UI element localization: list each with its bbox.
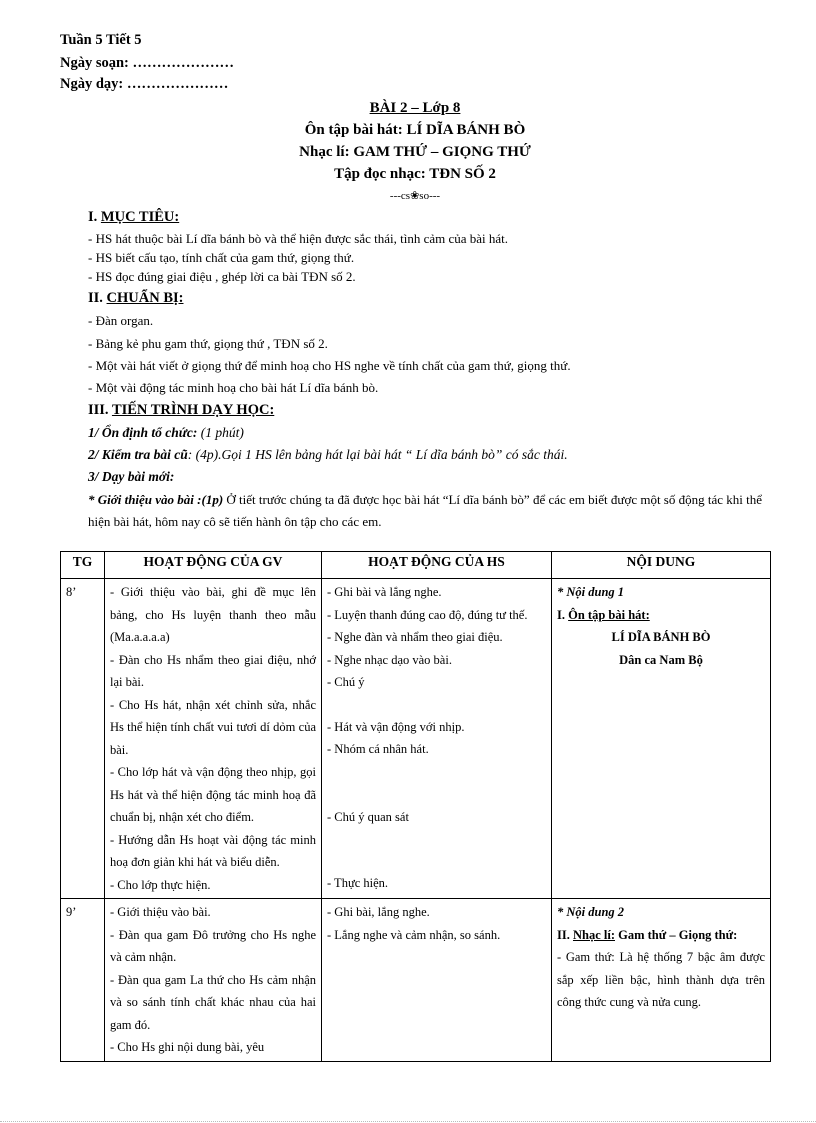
teacher-activity-cell: - Giới thiệu vào bài. - Đàn qua gam Đô trưởng cho Hs nghe và cảm nhận. - Đàn qua gam La thứ cho Hs cảm nhận và so sánh tính chất khác nhau của hai gam đó. - Cho Hs ghi nội dung bài, yêu — [105, 899, 322, 1062]
teacher-activity-cell: - Giới thiệu vào bài, ghi đề mục lên bảng, cho Hs luyện thanh theo mẫu (Ma.a.a.a.a) - Đàn cho Hs nhẩm theo giai điệu, nhớ lại bài. - Cho Hs hát, nhận xét chỉnh sửa, nhắc Hs thể hiện tính chất vui tươi dí dỏm của bài. - Cho lớp hát và vận động theo nhịp, gọi Hs hát và thể hiện động tác minh hoạ đã chuẩn bị, nhận xét cho điểm. - Hướng dẫn Hs hoạt vài động tác minh hoạ đơn giản khi hát và biểu diễn. - Cho lớp thực hiện. — [105, 579, 322, 899]
col-header-student: HOẠT ĐỘNG CỦA HS — [322, 552, 552, 579]
title-song-review: Ôn tập bài hát: LÍ DĨA BÁNH BÒ — [304, 122, 526, 138]
table-header-row — [61, 552, 771, 579]
table-row — [61, 579, 771, 899]
section-preparation-heading: II. CHUẨN BỊ: — [88, 290, 184, 306]
preparation-item: - Một vài hát viết ở giọng thứ để minh hoạ cho HS nghe về tính chất của gam thứ, giọng thứ. — [88, 358, 571, 373]
step-organization: 1/ Ổn định tổ chức: (1 phút) — [88, 425, 244, 440]
preparation-item: - Bảng kẻ phu gam thứ, giọng thứ , TĐN số 2. — [88, 336, 328, 351]
objective-item: - HS hát thuộc bài Lí dĩa bánh bò và thể hiện được sắc thái, tình cảm của bài hát. — [88, 231, 509, 246]
lesson-title: BÀI 2 – Lớp 8 — [369, 100, 461, 116]
preparation-item: - Đàn organ. — [88, 313, 154, 328]
lesson-title-block — [180, 97, 650, 207]
title-music-theory: Nhạc lí: GAM THỨ – GIỌNG THỨ — [299, 144, 531, 160]
page-bottom-edge — [0, 1121, 816, 1122]
intro-paragraph: * Giới thiệu vào bài :(1p) Ở tiết trước chúng ta đã được học bài hát “Lí dĩa bánh bò” để các em biết được một số động tác khi thể hiện bài hát, hôm nay cô sẽ tiến hành ôn tập cho các em. — [88, 492, 763, 529]
col-header-content: NỘI DUNG — [552, 552, 771, 579]
lesson-table — [60, 551, 771, 1062]
time-cell: 8’ — [61, 579, 105, 899]
col-header-teacher: HOẠT ĐỘNG CỦA GV — [105, 552, 322, 579]
teach-date: Ngày dạy: ………………… — [60, 76, 229, 92]
preparation-item: - Một vài động tác minh hoạ cho bài hát Lí dĩa bánh bò. — [88, 380, 379, 395]
objective-item: - HS đọc đúng giai điệu , ghép lời ca bài TĐN số 2. — [88, 269, 356, 284]
student-activity-cell: - Ghi bài, lắng nghe. - Lắng nghe và cảm nhận, so sánh. — [322, 899, 552, 1062]
step-review: 2/ Kiểm tra bài cũ: (4p).Gọi 1 HS lên bảng hát lại bài hát “ Lí dĩa bánh bò” có sắc thái. — [88, 447, 568, 462]
col-header-time: TG — [61, 552, 105, 579]
content-cell: * Nội dung 2 II. Nhạc lí: Gam thứ – Giọng thứ: - Gam thứ: Là hệ thống 7 bậc âm được sắp xếp liền bậc, hình thành dựa trên công thức cung và nửa cung. — [552, 899, 771, 1062]
time-cell: 9’ — [61, 899, 105, 1062]
objective-item: - HS biết cấu tạo, tính chất của gam thứ, giọng thứ. — [88, 250, 355, 265]
divider-ornament: ---cs❀so--- — [389, 190, 441, 202]
table-row — [61, 899, 771, 1062]
step-new-lesson: 3/ Dạy bài mới: — [88, 469, 175, 484]
title-sight-reading: Tập đọc nhạc: TĐN SỐ 2 — [334, 166, 496, 182]
content-cell: * Nội dung 1 I. Ôn tập bài hát: LÍ DĨA BÁNH BÒ Dân ca Nam Bộ — [552, 579, 771, 899]
section-process-heading: III. TIẾN TRÌNH DẠY HỌC: — [88, 402, 275, 418]
section-objectives-heading: I. MỤC TIÊU: — [88, 209, 180, 225]
student-activity-cell: - Ghi bài và lắng nghe. - Luyện thanh đúng cao độ, đúng tư thế. - Nghe đàn và nhẩm theo giai điệu. - Nghe nhạc dạo vào bài. - Chú ý - Hát và vận động với nhịp. - Nhóm cá nhân hát. - Chú ý quan sát - Thực hiện. — [322, 579, 552, 899]
prep-date: Ngày soạn: ………………… — [60, 55, 235, 71]
week-period: Tuần 5 Tiết 5 — [60, 32, 142, 48]
